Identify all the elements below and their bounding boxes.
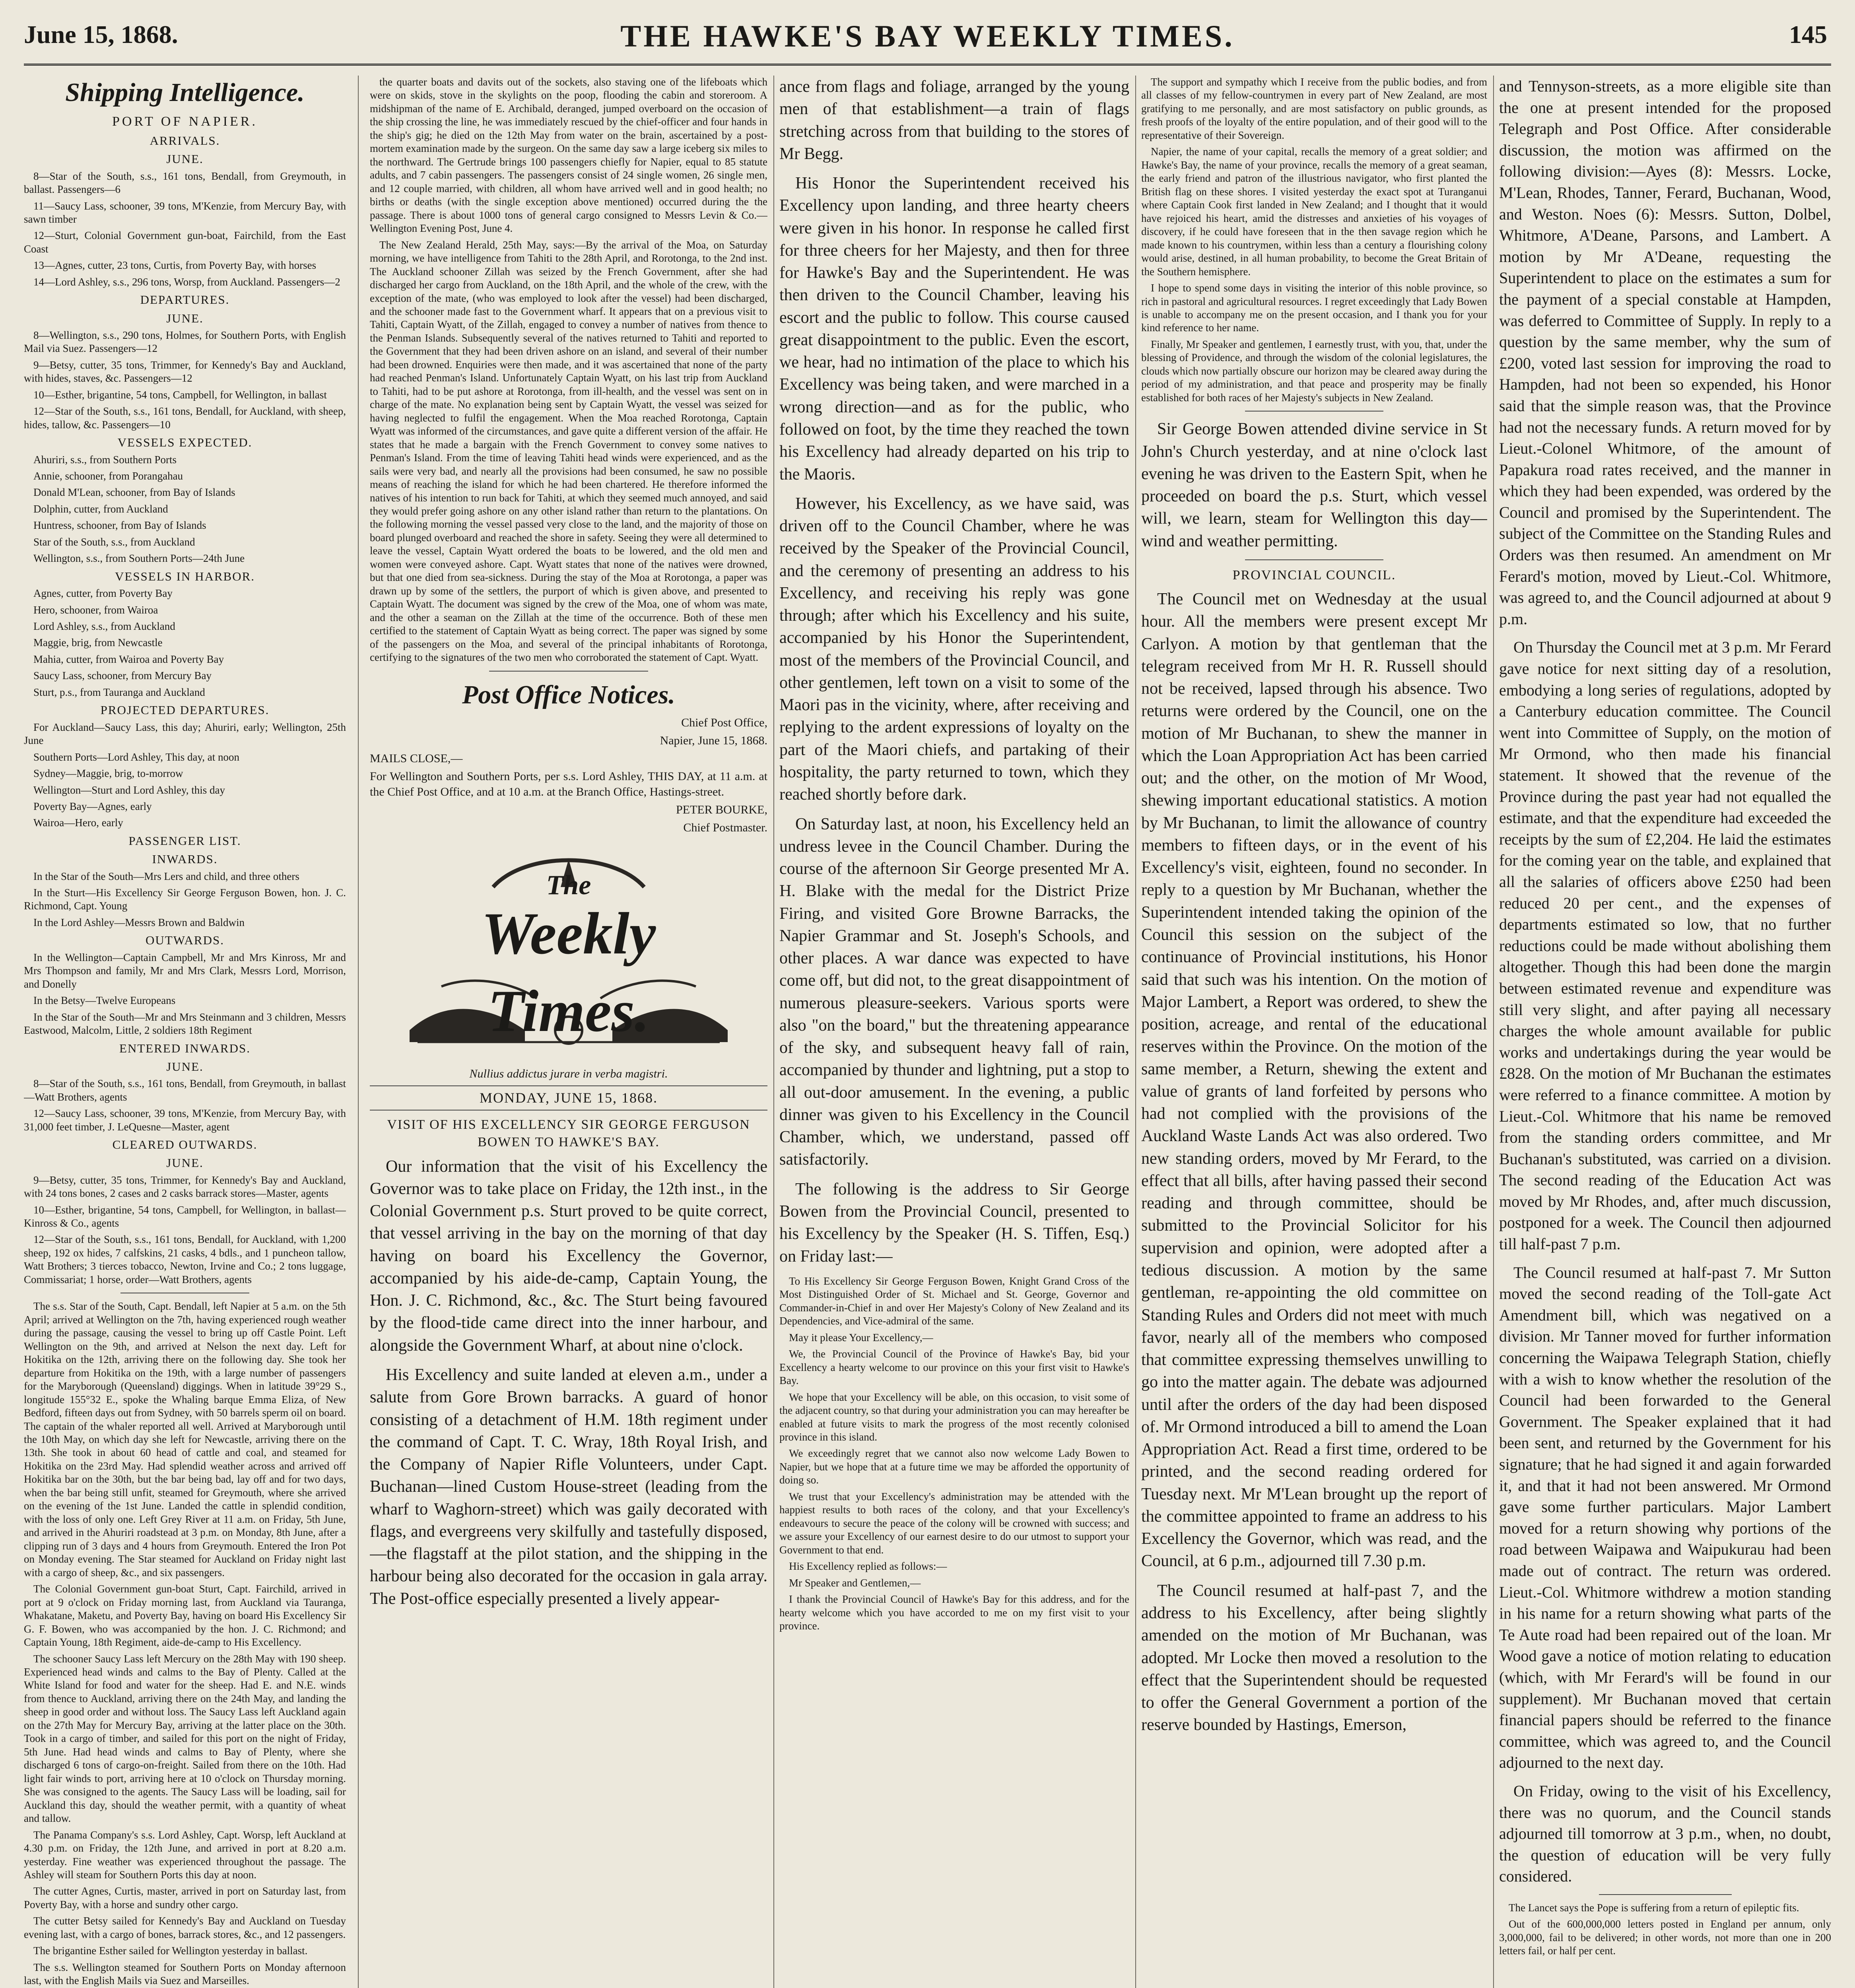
departures-heading: DEPARTURES.: [140, 293, 230, 307]
section-divider: [1245, 559, 1383, 560]
harbor-item: Mahia, cutter, from Wairoa and Poverty Bay: [33, 653, 224, 665]
post-office-heading: Post Office Notices.: [462, 680, 675, 709]
council-paragraph: The Council met on Wednesday at the usual hour. All the members were present except Mr Carlyon. A motion by that gentleman that the telegram received from Mr H. R. Russell should not be received, lapsed through his absence. Two returns were ordered by the Council, one on the motion of Mr Buchanan, to shew the manner in which the Loan Appropriation Act has been carried out; and the other, on the motion of Mr Wood, shewing important educational statistics. A motion by Mr Buchanan, to limit the allowance of country members to fifteen days, or in the event of his Excellency's visit, eighteen, found no seconder. In reply to a question by Mr Buchanan, whether the Superintendent intended taking the opinion of the Council this session on the subject of the continuance of Provincial institutions, his Honor said that such was his intention. On the motion of Major Lambert, a Report was ordered, to shew the position, acreage, and rental of the educational reserves within the Province. On the motion of the same member, a Return, shewing the extent and value of grants of land forfeited by persons who had not complied with the provisions of the Auckland Waste Lands Act was also ordered. Two new standing orders, moved by Mr Ferard, to the effect that all bills, after having passed their second reading and through committee, should be submitted to the Provincial Solicitor for his supervision and opinion, were adopted after a tedious discussion. A motion by the same gentleman, re-appointing the old committee on Standing Rules and Orders did not meet with much favor, nearly all of the members who composed that committee expressing themselves unwilling to go into the matter again. The debate was adjourned until after the orders of the day had been disposed of. Mr Ormond introduced a bill to amend the Loan Appropriation Act. Read a first time, ordered to be printed, and the second reading ordered for Tuesday next. Mr M'Lean brought up the report of the committee appointed to frame an address to his Excellency the Governor, which was read, and the Council, at 6 p.m., adjourned till 7.30 p.m.: [1141, 590, 1487, 1571]
post-office-notice: For Wellington and Southern Ports, per s.s. Lord Ashley, THIS DAY, at 11 a.m. at the Chief Post Office, and at 10 a.m. at the Branch Office, Hastings-street.: [370, 770, 767, 799]
expected-item: Wellington, s.s., from Southern Ports—24th June: [33, 552, 245, 565]
reply-paragraph: The support and sympathy which I receive from the public bodies, and from all classes of my fellow-countrymen in every part of New Zealand, are most gratifying to me personally, and are most satisfactory on public grounds, as fresh proofs of the loyalty of the entire population, and of their good will to the representative of their Sovereign.: [1141, 76, 1487, 141]
cleared-item: 12—Star of the South, s.s., 161 tons, Bendall, for Auckland, with 1,200 sheep, 192 ox hides, 7 calfskins, 21 casks, 4 bdls., and 1 puncheon tallow, Watt Brothers; 3 tierces tobacco, Newton, Irvine and Co.; 2 tons luggage, Commissariat; 1 horse, order—Watt Brothers, agents: [24, 1233, 346, 1285]
council-paragraph: On Friday, owing to the visit of his Excellency, there was no quorum, and the Council stands adjourned till tomorrow at 3 p.m., when, no doubt, the question of education will be very fully considered.: [1499, 1782, 1831, 1885]
shipping-report: The cutter Betsy sailed for Kennedy's Bay and Auckland on Tuesday evening last, with a cargo of bones, barrack stores, &c., and 12 passengers.: [24, 1915, 346, 1940]
reply-intro: His Excellency replied as follows:—: [789, 1560, 947, 1573]
passenger-item: In the Star of the South—Mr and Mrs Steinmann and 3 children, Messrs Eastwood, Malcolm, Little, 2 soldiers 18th Regiment: [24, 1011, 346, 1037]
port-heading: PORT OF NAPIER.: [112, 114, 258, 129]
section-divider: [1599, 1894, 1732, 1895]
address-paragraph: We, the Provincial Council of the Province of Hawke's Bay, bid your Excellency a hearty welcome to our province on this your first visit to Hawke's Bay.: [779, 1348, 1129, 1387]
issue-dateline: MONDAY, JUNE 15, 1868.: [370, 1085, 767, 1110]
column-council: [1141, 76, 1487, 1988]
column-rule: [1493, 76, 1494, 1988]
passenger-item: In the Betsy—Twelve Europeans: [33, 994, 176, 1007]
departure-item: 9—Betsy, cutter, 35 tons, Trimmer, for Kennedy's Bay and Auckland, with hides, staves, &c. Passengers—12: [24, 359, 346, 384]
projected-item: Sydney—Maggie, brig, to-morrow: [33, 767, 183, 780]
arrivals-month: JUNE.: [166, 152, 204, 166]
letters-note: Out of the 600,000,000 letters posted in England per annum, only 3,000,000, fail to be delivered; in other words, not more than one in 200 letters fail, or half per cent.: [1499, 1918, 1831, 1957]
logo-title: Weekly Times.: [481, 901, 656, 1044]
passenger-item: In the Lord Ashley—Messrs Brown and Baldwin: [33, 916, 245, 928]
motto: Nullius addictus jurare in verba magistri.: [469, 1067, 668, 1081]
departure-item: 10—Esther, brigantine, 54 tons, Campbell, for Wellington, in ballast: [33, 388, 327, 401]
visit-paragraph: However, his Excellency, as we have said, was driven off to the Council Chamber, where he was received by the Speaker of the Provincial Council, and the ceremony of presenting an address to his Excellency, and receiving his reply was gone through; after which his Excellency and his suite, accompanied by his Honor the Superintendent, most of the members of the Provincial Council, and other gentlemen, left town on a visit to some of the Maori pas in the vicinity, where, after receiving and replying to the ardent expressions of loyalty on the part of the Maori chiefs, and partaking of their hospitality, the party returned to town, which they reached shortly before dark.: [779, 494, 1129, 804]
entered-heading: ENTERED INWARDS.: [119, 1041, 251, 1055]
expected-item: Ahuriri, s.s., from Southern Ports: [33, 453, 177, 466]
passenger-item: In the Star of the South—Mrs Lers and child, and three others: [33, 870, 299, 882]
shipping-report: The schooner Saucy Lass left Mercury on the 28th May with 190 sheep. Experienced head winds and calms to the Bay of Plenty. Called at the White Island for food and water for the sheep. Had E. and N.E. winds from thence to Auckland, arriving there on the 24th May, and landing the sheep in good order and without loss. The Saucy Lass left Auckland again on the 27th May for Mercury Bay, arriving at the latter place on the 30th. Took in a cargo of timber, and sailed for this port on the night of Friday, 5th June. Had head winds and calms to Bay of Plenty, where she discharged 6 tons of cargo-on-freight. Sailed from there on the 10th. Had light fair winds to port, arriving here at 10 o'clock on Thursday morning. She was consigned to the agents. The Saucy Lass will be loading, sail for Auckland this day, should the weather permit, with a quantity of wheat and tallow.: [24, 1652, 346, 1825]
projected-item: Wairoa—Hero, early: [33, 817, 123, 829]
shipping-report: The cutter Agnes, Curtis, master, arrived in port on Saturday last, from Poverty Bay, with a horse and sundry other cargo.: [24, 1885, 346, 1910]
column-council-continued: [1499, 76, 1831, 1988]
column-visit: [779, 76, 1129, 1988]
news-paragraph: the quarter boats and davits out of the sockets, also staving one of the lifeboats which were on skids, stove in the skylights on the poop, flooding the cabin and storeroom. A midshipman of the name of E. Archibald, deranged, jumped overboard on the occasion of the ship crossing the line, he was immediately rescued by the chief-officer and four hands in the ship's gig; he died on the 12th May from water on the brain, ascertained by a post-mortem examination made by the surgeon. On the same day saw a large iceberg six miles to the northward. The Gertrude brings 100 passengers chiefly for Napier, equal to 85 statute adults, and 7 cabin passengers. The passengers consist of 24 single women, 26 single men, and 12 couple married, with children, all whom have arrived well and in good health; no births or deaths (with the single exception above mentioned) occurred during the the passage. There is about 1000 tons of general cargo consigned to Messrs Levin & Co.—Wellington Evening Post, June 4.: [370, 76, 767, 235]
visit-heading: VISIT OF HIS EXCELLENCY SIR GEORGE FERGUSON BOWEN TO HAWKE'S BAY.: [387, 1117, 750, 1150]
harbor-item: Hero, schooner, from Wairoa: [33, 604, 158, 616]
address-to: To His Excellency Sir George Ferguson Bowen, Knight Grand Cross of the Most Distinguished Order of St. Michael and St. George, Governor and Commander-in-Chief in and over Her Majesty's Colony of New Zealand and its Dependencies, and Vice-admiral of the same.: [779, 1275, 1129, 1327]
arrival-item: 8—Star of the South, s.s., 161 tons, Bendall, from Greymouth, in ballast. Passengers—6: [24, 170, 346, 196]
expected-item: Huntress, schooner, from Bay of Islands: [33, 519, 206, 532]
column-rule: [358, 76, 359, 1988]
council-heading: PROVINCIAL COUNCIL.: [1232, 567, 1396, 582]
mails-close-label: MAILS CLOSE,—: [370, 752, 463, 765]
address-salutation: May it please Your Excellency,—: [789, 1331, 933, 1343]
harbor-item: Saucy Lass, schooner, from Mercury Bay: [33, 670, 212, 682]
passenger-heading: PASSENGER LIST.: [128, 833, 241, 848]
entered-month: JUNE.: [166, 1059, 204, 1074]
masthead: [24, 16, 1831, 66]
address-paragraph: We trust that your Excellency's administration may be attended with the happiest results to both races of the colony, and that your Excellency's endeavours to secure the peace of the colony will be crowned with success; and we assure your Excellency of our earnest desire to do our utmost to support your Government to that end.: [779, 1490, 1129, 1556]
visit-paragraph: His Excellency and suite landed at eleven a.m., under a salute from Gore Brown barracks. A guard of honor consisting of a detachment of H.M. 18th regiment under the command of Capt. T. C. Wray, 18th Royal Irish, and the Company of Napier Rifle Volunteers, under Capt. Buchanan—lined Custom House-street (leading from the wharf to Waghorn-street) which was gaily decorated with flags, and evergreens very skilfully and tastefully disposed,—the flagstaff at the pilot station, and the shipping in the harbour being also decorated for the occasion in gala array. The Post-office especially presented a lively appear-: [370, 1365, 767, 1608]
column-news: [370, 76, 767, 1988]
issue-date-header: June 15, 1868.: [24, 20, 178, 49]
harbor-item: Maggie, brig, from Newcastle: [33, 637, 163, 649]
arrival-item: 13—Agnes, cutter, 23 tons, Curtis, from Poverty Bay, with horses: [33, 259, 317, 272]
newspaper-title: THE HAWKE'S BAY WEEKLY TIMES.: [620, 19, 1235, 53]
reply-paragraph: Finally, Mr Speaker and gentlemen, I earnestly trust, with you, that, under the blessing of Providence, and through the wisdom of the colonial legislatures, the clouds which now partially obscure our horizon may be cleared away during the period of my administration, and that peace and prosperity may be finally established for both races of her Majesty's subjects in New Zealand.: [1141, 338, 1487, 404]
shipping-report: The Panama Company's s.s. Lord Ashley, Capt. Worsp, left Auckland at 4.30 p.m. on Friday, the 12th June, and arrived in port at 8.20 a.m. yesterday. Fine weather was experienced throughout the passage. The Ashley will steam for Southern Ports this day at noon.: [24, 1829, 346, 1881]
entered-item: 12—Saucy Lass, schooner, 39 tons, M'Kenzie, from Mercury Bay, with 31,000 feet timber, J. LeQuesne—Master, agent: [24, 1107, 346, 1133]
lancet-note: The Lancet says the Pope is suffering from a return of epileptic fits.: [1509, 1901, 1799, 1914]
projected-item: Southern Ports—Lord Ashley, This day, at noon: [33, 751, 239, 763]
reply-paragraph: I thank the Provincial Council of Hawke's Bay for this address, and for the hearty welcome which you have accorded to me on my first visit to your province.: [779, 1593, 1129, 1632]
cleared-item: 9—Betsy, cutter, 35 tons, Trimmer, for Kennedy's Bay and Auckland, with 24 tons bones, 2 cases and 2 casks barrack stores—Master, agents: [24, 1174, 346, 1200]
passenger-outwards-heading: OUTWARDS.: [146, 933, 224, 947]
departure-item: 12—Star of the South, s.s., 161 tons, Bendall, for Auckland, with sheep, hides, tallow, &c. Passengers—10: [24, 405, 346, 431]
visit-paragraph: ance from flags and foliage, arranged by the young men of that establishment—a train of flags stretching across from that building to the stores of Mr Begg.: [779, 78, 1129, 163]
visit-closing: Sir George Bowen attended divine service in St John's Church yesterday, and at nine o'clock last evening he was driven to the Eastern Spit, when he proceeded on board the p.s. Sturt, which vessel will, we learn, steam for Wellington this day—wind and weather permitting.: [1141, 420, 1487, 550]
logo-prefix: The: [546, 870, 591, 901]
passenger-item: In the Sturt—His Excellency Sir George Ferguson Bowen, hon. J. C. Richmond, Capt. Young: [24, 887, 346, 912]
postmaster-title: Chief Postmaster.: [683, 821, 767, 835]
post-office-date: Napier, June 15, 1868.: [660, 734, 767, 747]
entered-item: 8—Star of the South, s.s., 161 tons, Bendall, from Greymouth, in ballast—Watt Brothers, agents: [24, 1077, 346, 1103]
projected-item: For Auckland—Saucy Lass, this day; Ahuriri, early; Wellington, 25th June: [24, 721, 346, 747]
section-divider: [1245, 411, 1383, 412]
harbor-item: Sturt, p.s., from Tauranga and Auckland: [33, 686, 205, 698]
passenger-inwards-heading: INWARDS.: [152, 852, 218, 866]
expected-item: Star of the South, s.s., from Auckland: [33, 536, 195, 548]
section-divider: [489, 671, 648, 672]
arrival-item: 14—Lord Ashley, s.s., 296 tons, Worsp, from Auckland. Passengers—2: [33, 276, 340, 288]
council-paragraph: The Council resumed at half-past 7. Mr Sutton moved the second reading of the Toll-gate Act Amendment bill, which was negatived on a division. Mr Tanner moved for further information concerning the Waipawa Telegraph Station, chiefly with a wish to know whether the resolution of the Council had been forwarded to the General Government. The Speaker explained that it had been sent, and returned by the Government for his signature; that he had signed it and again forwarded it, and that it had not been answered. Mr Ormond gave some further particulars. Major Lambert moved for a return showing why portions of the road between Waipawa and Waipukurau had been made out of contract. The return was ordered. Lieut.-Col. Whitmore withdrew a motion standing in his name for a return showing what parts of the Te Aute road had been repaired out of the loan. Mr Wood gave a notice of motion relating to education (which, with Mr Ferard's will be found in our supplement). Mr Buchanan moved that certain financial papers should be referred to the finance committee, which was agreed to, and the Council adjourned to the next day.: [1499, 1263, 1831, 1772]
post-office-address: Chief Post Office,: [681, 716, 767, 730]
harbor-item: Agnes, cutter, from Poverty Bay: [33, 587, 173, 600]
cleared-heading: CLEARED OUTWARDS.: [112, 1137, 258, 1151]
passenger-item: In the Wellington—Captain Campbell, Mr and Mrs Kinross, Mr and Mrs Thompson and family, Mr and Mrs Clark, Messrs Lord, Morrison, and Donelly: [24, 951, 346, 990]
arrivals-heading: ARRIVALS.: [150, 133, 220, 148]
address-paragraph: We exceedingly regret that we cannot also now welcome Lady Bowen to Napier, but we hope that at a future time we may be afforded the opportunity of doing so.: [779, 1447, 1129, 1486]
address-paragraph: We hope that your Excellency will be able, on this occasion, to visit some of the adjacent country, so that during your administration you can may hereafter be enabled at future visits to mark the progress of the most recently colonised province in this island.: [779, 1391, 1129, 1443]
projected-item: Poverty Bay—Agnes, early: [33, 800, 152, 812]
news-paragraph: The New Zealand Herald, 25th May, says:—By the arrival of the Moa, on Saturday morning, we have intelligence from Tahiti to the 28th April, and Rorotonga, to the 2nd inst. The Auckland schooner Zillah was seized by the French Government, after she had discharged her cargo from Auckland, on the 18th April, and the whole of the crew, with the exception of the mate, (who was employed to look after the vessel) had been discharged, and the schooner made fast to the Government wharf. It appears that on a previous visit to Tahiti, Captain Wyatt, of the Zillah, engaged to convey a number of natives from thence to the Penman Islands. Subsequently several of the natives returned to Tahiti and reported to the Government that they had been driven ashore on an island, and several of their number had been drowned. Enquiries were then made, and it was ascertained that none of the party had reached Penman's Island. Unfortunately Captain Wyatt, on his last trip from Auckland to Tahiti, had to be put ashore at Rorotonga, from ill-health, and the vessel was sent on in charge of the mate. No explanation being sent by Captain Wyatt, the vessel was seized for having neglected to fulfil the engagement. When the Moa reached Rorotonga, Captain Wyatt was informed of the circumstances, and gave quite a different version of the affair. He states that he made a bargain with the French Government to convey some natives to Penman's Island. From the time of leaving Tahiti head winds were experienced, and as the sails were very bad, and nearly all the provisions had been consumed, he saw no possible means of reaching the island for which he had been chartered. He therefore informed the natives of his intention to run back for Tahiti, at which they seemed much annoyed, and said they would prefer going ashore on any other island rather than return to the plantations. On the following morning the vessel passed very close to the land, and the majority of those on board plunged overboard and reached the shore in safety. Seeing they were all determined to leave the vessel, Captain Wyatt ordered the boats to be lowered, and the old men and women were conveyed ashore. Capt. Wyatt states that none of the natives were drowned, but that one died from sea-sickness. During the stay of the Moa at Rorotonga, a paper was drawn up by some of the settlers, the purport of which is given above, and presented to Captain Wyatt. The document was signed by the crew of the Moa, one of whom was mate, and the other a seaman on the Zillah at the time of the occurrence. Both of these men certified to the statement of Captain Wyatt as being correct. The paper was signed by some of the passengers on the Moa, and several of the principal inhabitants of Rorotonga, certifying to the signatures of the two men who corroborated the statement of Capt. Wyatt.: [370, 239, 767, 664]
column-rule: [773, 76, 774, 1988]
departures-month: JUNE.: [166, 311, 204, 325]
arrival-item: 11—Saucy Lass, schooner, 39 tons, M'Kenzie, from Mercury Bay, with sawn timber: [24, 200, 346, 225]
column-shipping: [24, 76, 346, 1988]
visit-paragraph: Our information that the visit of his Excellency the Governor was to take place on Friday, the 12th inst., in the Colonial Government p.s. Sturt proved to be quite correct, that vessel arriving in the bay on the morning of that day having on board his Excellency the Governor, accompanied by his aide-de-camp, Captain Young, the Hon. J. C. Richmond, &c., &c. The Sturt being favoured by the flood-tide came direct into the inner harbour, and alongside the Government Wharf, at about nine o'clock.: [370, 1157, 767, 1355]
projected-heading: PROJECTED DEPARTURES.: [100, 703, 270, 717]
shipping-report: The s.s. Wellington steamed for Southern Ports on Monday afternoon last, with the English Mails via Suez and Marseilles.: [24, 1961, 346, 1987]
visit-paragraph: On Saturday last, at noon, his Excellency held an undress levee in the Council Chamber. During the course of the afternoon Sir George presented Mr A. H. Blake with the medal for the District Prize Firing, and visited Gore Browne Barracks, the Napier Grammar and St. Joseph's Schools, and other places. A war dance was expected to have come off, but did not, to the great disappointment of numerous pleasure-seekers. Various sports were also "on the board," but the threatening appearance of the sky, and subsequent heavy fall of rain, accompanied by thunder and lightning, put a stop to all out-door amusement. In the evening, a public dinner was given to his Excellency in the Council Chamber, which, we understand, passed off satisfactorily.: [779, 815, 1129, 1169]
expected-heading: VESSELS EXPECTED.: [117, 435, 253, 450]
expected-item: Donald M'Lean, schooner, from Bay of Islands: [33, 486, 235, 499]
visit-paragraph: The following is the address to Sir George Bowen from the Provincial Council, presented to his Excellency by the Speaker (H. S. Tiffen, Esq.) on Friday last:—: [779, 1180, 1129, 1266]
council-paragraph: On Thursday the Council met at 3 p.m. Mr Ferard gave notice for next sitting day of a resolution, embodying a long series of regulations, adopted by a Canterbury education committee. The Council went into Committee of Supply, on the motion of Mr Ormond, who then made his financial statement. It showed that the revenue of the Province during the past year had not equalled the estimate, and that the expenditure had exceeded the receipts by the sum of £2,204. He laid the estimates for the coming year on the table, and explained that all the salaries of officers above £250 had been reduced 20 per cent., and the expenses of departments estimated so low, that no further reductions could be made without abolishing them altogether. Though this had been done the margin between estimated revenue and expenditure was still very slight, and after paying all necessary charges the whole amount available for public works and undertakings during the year would be £828. On the motion of Mr Buchanan the estimates were referred to a finance committee. A motion by Lieut.-Col. Whitmore that his name be removed from the standing orders committee, and Mr Buchanan's substituted, was carried on a division. The second reading of the Education Act was moved by Mr Rhodes, and, after much discussion, postponed for a week. The Council then adjourned till half-past 7 p.m.: [1499, 638, 1831, 1253]
page-number: 145: [1789, 20, 1827, 49]
reply-paragraph: Napier, the name of your capital, recalls the memory of a great soldier; and Hawke's Bay, the name of your province, recalls the memory of a great seaman, the early friend and patron of the illustrious navigator, who first planted the British flag on these shores. I visited yesterday the exact spot at Turanganui where Captain Cook first landed in New Zealand; and I thought that it would have rejoiced his heart, amid the distresses and anxieties of his voyages of discovery, if he could have foreseen that in the then savage region which he made known to his countrymen, within less than a century a flourishing colony would arise, destined, in all human probability, to become the Great Britain of the Southern hemisphere.: [1141, 146, 1487, 278]
cleared-month: JUNE.: [166, 1156, 204, 1170]
reply-salutation: Mr Speaker and Gentlemen,—: [789, 1576, 921, 1589]
postmaster-name: PETER BOURKE,: [676, 803, 767, 817]
shipping-heading: Shipping Intelligence.: [65, 78, 305, 107]
weekly-times-logo: [394, 843, 744, 1058]
harbor-heading: VESSELS IN HARBOR.: [115, 569, 255, 583]
shipping-report: The brigantine Esther sailed for Wellington yesterday in ballast.: [33, 1945, 308, 1957]
expected-item: Annie, schooner, from Porangahau: [33, 470, 183, 482]
cleared-item: 10—Esther, brigantine, 54 tons, Campbell, for Wellington, in ballast—Kinross & Co., agents: [24, 1204, 346, 1229]
expected-item: Dolphin, cutter, from Auckland: [33, 503, 168, 515]
shipping-report: The Colonial Government gun-boat Sturt, Capt. Fairchild, arrived in port at 9 o'clock on Friday morning last, from Auckland via Tauranga, Whakatane, Maketu, and Poverty Bay, having on board His Excellency Sir G. F. Bowen, who was accompanied by the hon. J. C. Richmond; and Captain Young, 18th Regiment, aide-de-camp to His Excellency.: [24, 1583, 346, 1648]
council-paragraph: The Council resumed at half-past 7, and the address to his Excellency, after being slightly amended on the motion of Mr Buchanan, was adopted. Mr Locke then moved a resolution to the effect that the Superintendent should be requested to offer the General Government a portion of the reserve bounded by Hastings, Emerson,: [1141, 1581, 1487, 1734]
column-rule: [1135, 76, 1136, 1988]
harbor-item: Lord Ashley, s.s., from Auckland: [33, 620, 175, 633]
projected-item: Wellington—Sturt and Lord Ashley, this day: [33, 784, 225, 796]
council-paragraph: and Tennyson-streets, as a more eligible site than the one at present intended for the proposed Telegraph and Post Office. After considerable discussion, the motion was affirmed on the following division:—Ayes (8): Messrs. Locke, M'Lean, Rhodes, Tanner, Ferard, Buchanan, Wood, and Weston. Noes (6): Messrs. Sutton, Dolbel, Whitmore, A'Deane, Parsons, and Lambert. A motion by Mr A'Deane, requesting the Superintendent to place on the estimates a sum for the payment of a special constable at Hampden, was deferred to Committee of Supply. In reply to a question by the same member, why the sum of £200, voted last session for improving the road to Hampden, had not been so expended, his Honor said that the simple reason was, that the Province had not the necessary funds. A return moved for by Lieut.-Colonel Whitmore, of the amount of Papakura road rates received, and the manner in which they had been expended, was ordered by the Council and promised by the Superintendent. The subject of the Committee on the Standing Rules and Orders was then resumed. An amendment on Mr Ferard's motion, moved by Lieut.-Col. Whitmore, was agreed to, and the Council adjourned at about 9 p.m.: [1499, 77, 1831, 628]
shipping-report: The s.s. Star of the South, Capt. Bendall, left Napier at 5 a.m. on the 5th April; arrived at Wellington on the 7th, having experienced rough weather during the passage, causing the vessel to bring up off Castle Point. Left Wellington on the 9th, and arrived at Nelson the next day. Left for Hokitika on the 12th, arriving there on the following day. She took her departure from Hokitika on the 19th, with a large number of passengers for the Maryborough (Queensland) diggings. When in latitude 39°29 S., longitude 155°32 E., spoke the Whaling barque Emma Eliza, of New Bedford, fifteen days out from Sydney, with 50 barrels sperm oil on board. The captain of the whaler reported all well. Arrived at Maryborough until the 10th May, on which day she left for Newcastle, arriving there on the 13th. She took in about 60 head of cattle and coal, and steamed for Hokitika on the 23rd May. Had splendid weather across and arrived off Hokitika bar on the 30th, but the bar being bad, lay off and for two days, when the bar being still unfit, steamed for Greymouth, where she arrived on the evening of the 1st June. Landed the cattle in splendid condition, with the loss of only one. Left Grey River at 11 a.m. on Friday, 5th June, and arrived in the Ahuriri roadstead at 3 p.m. on Monday, 8th June, after a clipping run of 3 days and 4 hours from Greymouth. Entered the Iron Pot on Monday evening. The Star steamed for Auckland on Friday night last with a cargo of sheep, &c., and six passengers.: [24, 1300, 346, 1578]
arrival-item: 12—Sturt, Colonial Government gun-boat, Fairchild, from the East Coast: [24, 229, 346, 255]
visit-paragraph: His Honor the Superintendent received his Excellency upon landing, and three hearty cheers were given in his honor. In response he called first for three cheers for her Majesty, and then for three for Hawke's Bay and the Superintendent. He was then driven to the Council Chamber, leaving his escort and the public to follow. This course caused great disappointment to the public. Even the escort, we hear, had no intimation of the place to which his Excellency was being taken, and were marched in a wrong direction—and as for the public, who followed on foot, by the time they reached the town his Excellency had already departed on his trip to the Maoris.: [779, 174, 1129, 483]
departure-item: 8—Wellington, s.s., 290 tons, Holmes, for Southern Ports, with English Mail via Suez. Passengers—12: [24, 329, 346, 355]
reply-paragraph: I hope to spend some days in visiting the interior of this noble province, so rich in pastoral and agricultural resources. I regret exceedingly that Lady Bowen is unable to accompany me on the present occasion, and I thank you for your kind reference to her name.: [1141, 282, 1487, 334]
